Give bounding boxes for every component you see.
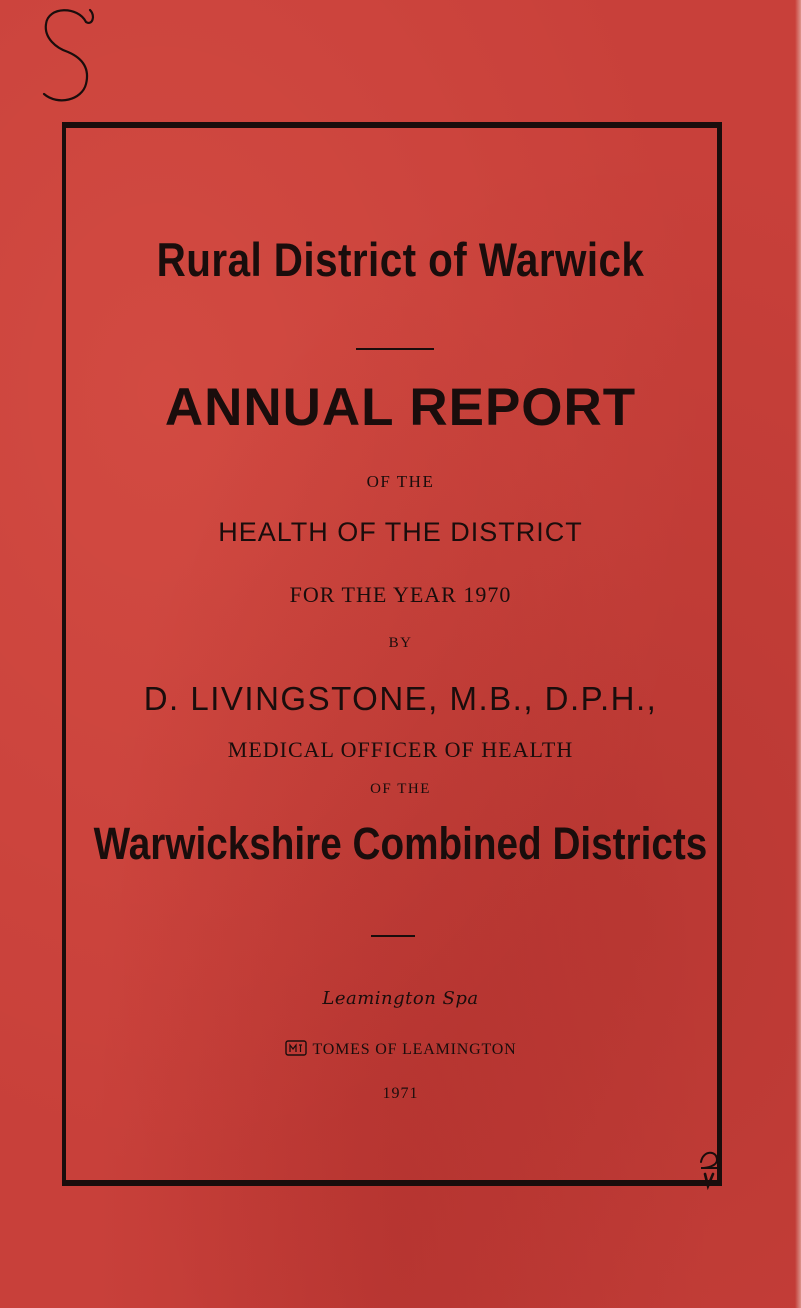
connector-text: OF THE: [370, 781, 431, 797]
publication-year: 1971: [382, 1085, 419, 1102]
handwritten-s-icon: [34, 2, 104, 114]
report-year: FOR THE YEAR 1970: [289, 582, 512, 607]
author-role: MEDICAL OFFICER OF HEALTH: [227, 737, 574, 762]
printer-line: [0, 1040, 801, 1059]
by-text: BY: [388, 635, 413, 651]
authority-name: Warwickshire Combined Districts: [93, 818, 708, 869]
cover-title: Rural District of Warwick: [156, 233, 645, 286]
author-name: D. LIVINGSTONE, M.B., D.P.H.,: [143, 680, 658, 717]
connector-text: OF THE: [366, 472, 435, 491]
handwritten-shelf-mark-icon: [697, 1146, 723, 1190]
report-heading: ANNUAL REPORT: [164, 378, 637, 437]
printer-name: TOMES OF LEAMINGTON: [312, 1041, 517, 1058]
divider-rule: [356, 348, 434, 350]
page-edge: [795, 0, 801, 1308]
place-of-publication: Leamington Spa: [322, 988, 479, 1009]
report-subject: HEALTH OF THE DISTRICT: [218, 517, 583, 547]
printer-device-icon: [285, 1040, 307, 1056]
divider-rule: [371, 935, 415, 937]
